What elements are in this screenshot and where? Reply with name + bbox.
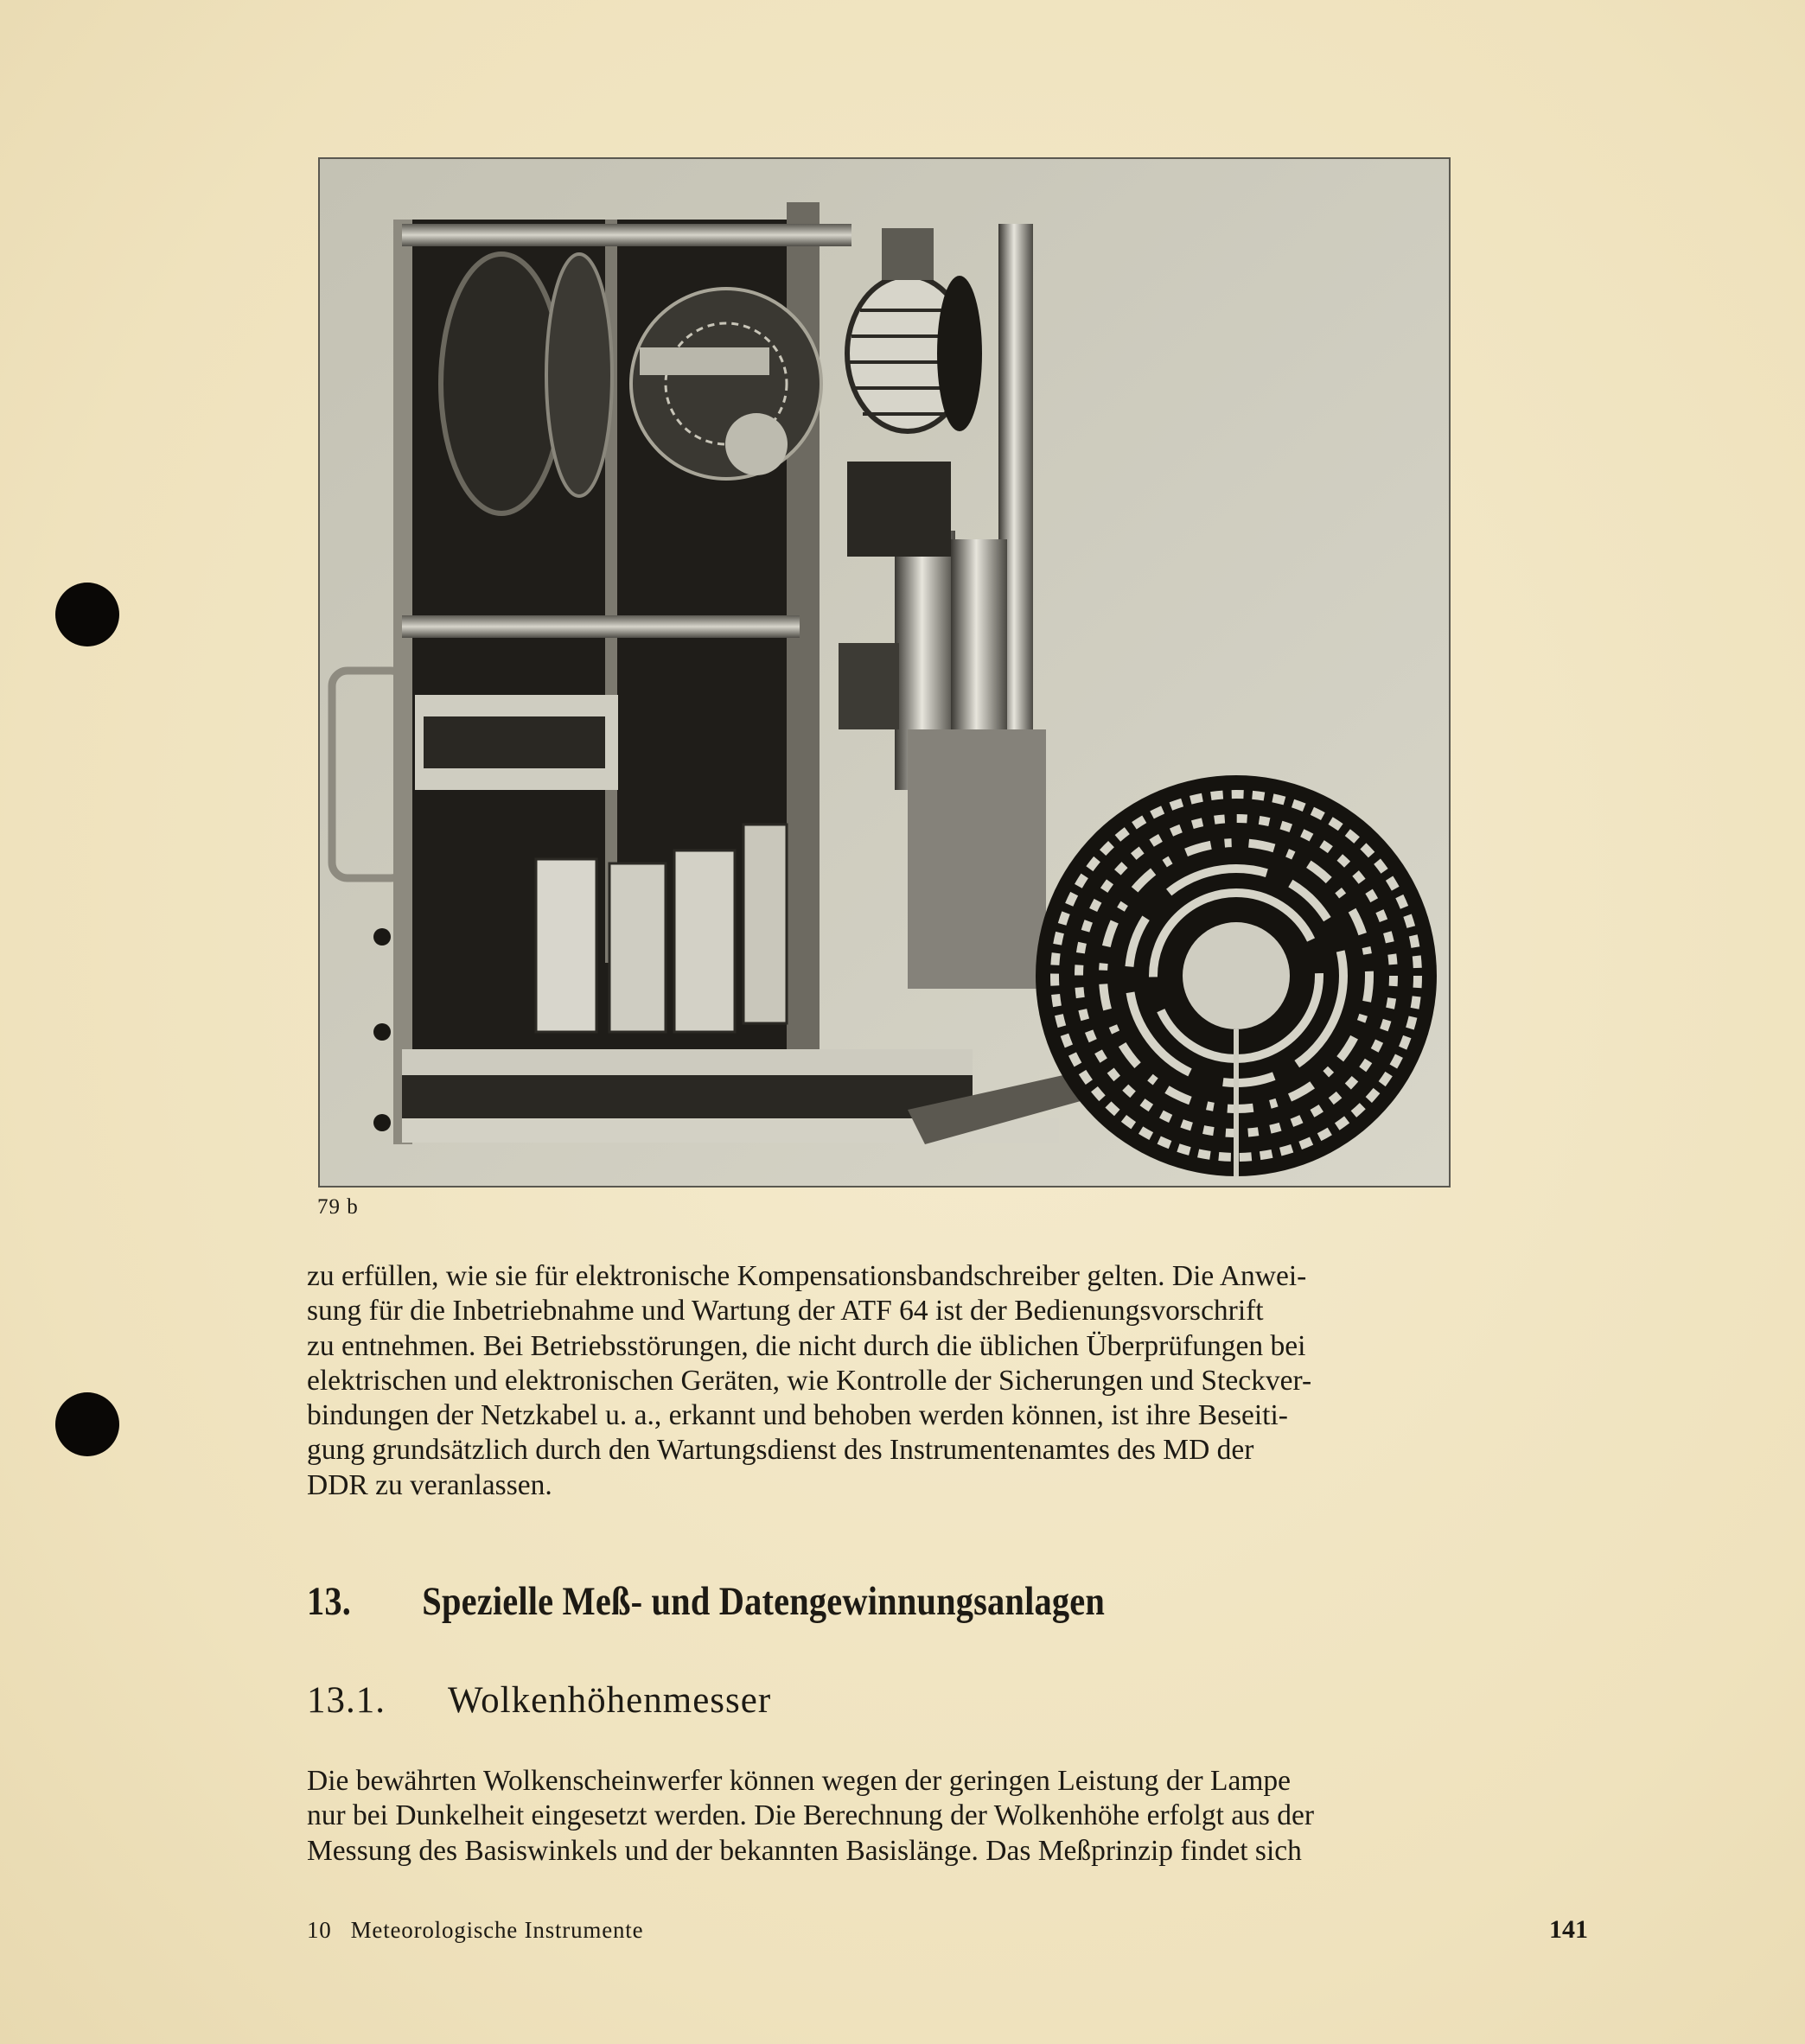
book-title: Meteorologische Instrumente [350, 1917, 644, 1943]
text-line: zu entnehmen. Bei Betriebsstörungen, die nicht durch die üblichen Überprüfungen bei [307, 1329, 1306, 1362]
subsection-title: Wolkenhöhenmesser [448, 1680, 772, 1721]
section-number: 13. [307, 1579, 352, 1624]
text-line: sung für die Inbetriebnahme und Wartung der ATF 64 ist der Bedienungsvorschrift [307, 1295, 1264, 1328]
section-title: Spezielle Meß- und Datengewinnungsanlagen [422, 1579, 1106, 1624]
text-line: Die bewährten Wolkenscheinwerfer können wegen der geringen Leistung der Lampe [307, 1765, 1292, 1797]
subsection-number: 13.1. [307, 1680, 386, 1721]
signature-number: 10 [307, 1917, 332, 1943]
text-line: DDR zu veranlassen. [307, 1468, 552, 1501]
text-line: gung grundsätzlich durch den Wartungsdienst des Instrumentenamtes des MD der [307, 1434, 1254, 1467]
punch-hole-bottom [55, 1392, 119, 1456]
text-line: elektrischen und elektronischen Geräten, wie Kontrolle der Sicherungen und Steckver- [307, 1364, 1312, 1397]
text-line: Messung des Basiswinkels und der bekannten Basislänge. Das Meßprinzip findet sich [307, 1834, 1302, 1867]
figure-photograph [318, 157, 1451, 1188]
figure-caption: 79 b [317, 1195, 359, 1219]
body-paragraph-1 [307, 1259, 1606, 1503]
text-line: nur bei Dunkelheit eingesetzt werden. Die Berechnung der Wolkenhöhe erfolgt aus der [307, 1799, 1315, 1832]
text-line: bindungen der Netzkabel u. a., erkannt und behoben werden können, ist ihre Beseiti- [307, 1399, 1288, 1432]
footer-signature [307, 1917, 643, 1944]
punch-hole-top [55, 583, 119, 646]
page-number: 141 [1549, 1915, 1588, 1944]
text-line: zu erfüllen, wie sie für elektronische Kompensationsbandschreiber gelten. Die Anwei- [307, 1260, 1307, 1292]
instrument-photo [320, 159, 1449, 1186]
subsection-heading [307, 1679, 771, 1722]
body-paragraph-2 [307, 1764, 1606, 1869]
section-heading [307, 1578, 1105, 1625]
